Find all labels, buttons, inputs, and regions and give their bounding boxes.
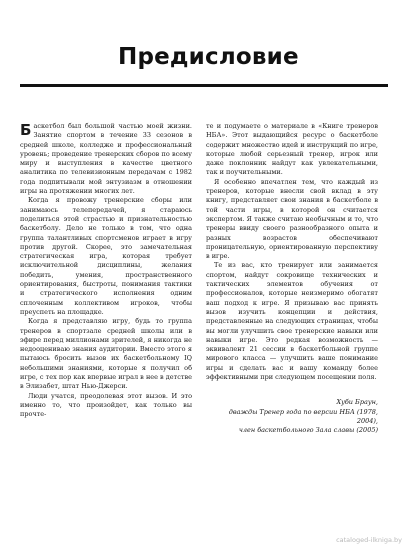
signature-name: Хуби Браун, [336,398,378,407]
right-column [206,122,378,436]
watermark: cataloged-ilkniga.by [336,536,402,544]
left-column [20,122,192,420]
paragraph [20,122,192,196]
paragraph: Когда я представляю игру, будь то группа тренеров в спортзале средней школы или в эфире перед миллионами зрителей, я никогда не недооцениваю знания аудитории. Вместо этого я пытаюсь бросить вызов их баскетбольному IQ небольшими знаниями, которые я получил об игре, с тех пор как впервые играл в нее в детстве в Элизабет, штат Нью-Джерси. [20,317,192,391]
title-underline [20,84,388,87]
paragraph: Когда я провожу тренерские сборы или занимаюсь телепередачей, я стараюсь поделиться этой страстью и признательностью баскетболу. Дело не только в том, что одна группа талантливых спортсменов играет в игру против другой. Скорее, это замечательная стратегическая игра, которая требует исключительной дисциплины, желания победить, умения, пространственного ориентирования, быстроты, понимания тактики и стратегического исполнения одним сплоченным коллективом игроков, чтобы преуспеть на площадке. [20,196,192,316]
paragraph: Я особенно впечатлен тем, что каждый из тренеров, которые внесли свой вклад в эту книгу, представляет свои знания в баскетболе в той части игры, в которой он считается экспертом. Я также считаю необычным и то, что тренеры ввиду своего разнообразного опыта и разных возрастов обеспечивают проницательную, ориентированную перспективу в игре. [206,177,378,261]
signature-block [206,398,378,435]
drop-cap: Б [20,121,32,139]
signature-title: дважды Тренер года по версии НБА (1978, 2004), [228,407,378,425]
signature-title: член баскетбольного Зала славы (2005) [238,426,378,435]
paragraph: Те из вас, кто тренирует или занимается спортом, найдут сокровище технических и тактических элементов обучения от профессионалов, которые неизмеримо обогатят ваш подход к игре. Я призываю вас принять вызов изучить концепции и действия, представленные на следующих страницах, чтобы вы могли улучшить свое тренерские навыки или навыки игре. Это редкая возможность — эквивалент 21 сессии в баскетбольной группе мирового класса — улучшить ваше понимание игры и сделать вас и вашу команду более эффективными при следующем посещении поля. [206,261,378,382]
paragraph: те и подумаете о материале в «Книге тренеров НБА». Этот выдающийся ресурс о баскетболе содержит множество идей и инструкций по игре, которые любой серьезный тренер, игрок или даже поклонник найдут как увлекательными, так и поучительными. [206,122,378,177]
paragraph-text: аскетбол был большой частью моей жизни. Занятие спортом в течение 33 сезонов в средней школе, колледже и профессиональный уровень; проведение тренерских сборов по всему миру и выступления в качестве цветного аналитика по телевизионным передачам с 1982 года подпитывали мой энтузиазм в отношении игры на протяжении многих лет. [20,122,192,196]
page-title: Предисловие [118,44,299,70]
paragraph: Люди учатся, преодолевая этот вызов. И это именно то, что произойдет, как только вы прочте- [20,391,192,419]
